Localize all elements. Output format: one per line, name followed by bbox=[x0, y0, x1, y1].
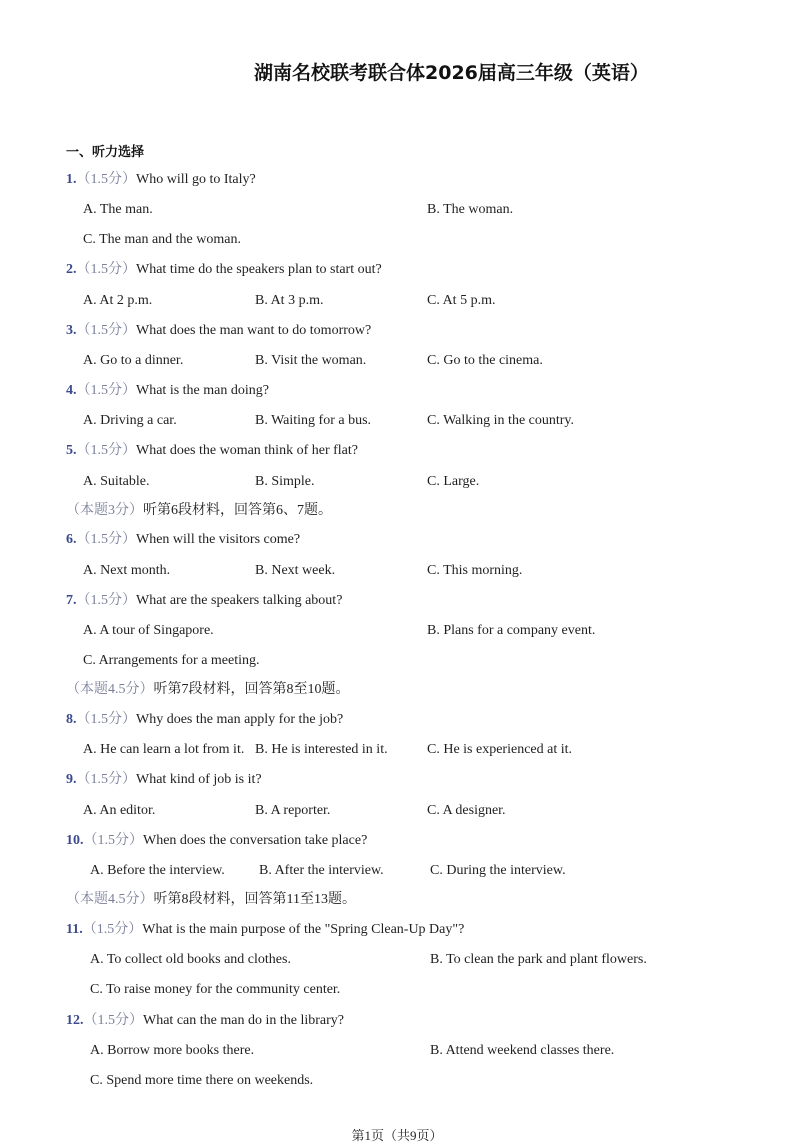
question-score: （1.5分） bbox=[76, 323, 136, 338]
note-score: （本题4.5分） bbox=[66, 682, 154, 697]
option-a[interactable]: A. Go to a dinner. bbox=[83, 353, 184, 368]
option-b[interactable]: B. At 3 p.m. bbox=[255, 293, 324, 308]
question-7 bbox=[66, 592, 342, 610]
question-score: （1.5分） bbox=[83, 833, 143, 848]
question-score: （1.5分） bbox=[76, 772, 136, 787]
section-note bbox=[66, 891, 356, 909]
option-b[interactable]: B. Simple. bbox=[255, 474, 315, 489]
section-note bbox=[66, 502, 332, 520]
question-number: 8. bbox=[66, 712, 77, 727]
option-c[interactable]: C. Large. bbox=[427, 474, 480, 489]
question-score: （1.5分） bbox=[76, 262, 136, 277]
question-6 bbox=[66, 531, 300, 549]
option-c[interactable]: C. He is experienced at it. bbox=[427, 742, 573, 757]
question-text: What can the man do in the library? bbox=[143, 1013, 344, 1028]
question-text: What is the man doing? bbox=[136, 383, 269, 398]
note-text: 听第8段材料，回答第11至13题。 bbox=[153, 892, 356, 907]
option-b[interactable]: B. After the interview. bbox=[259, 863, 384, 878]
question-score: （1.5分） bbox=[76, 383, 136, 398]
question-text: What does the man want to do tomorrow? bbox=[136, 323, 372, 338]
option-c[interactable]: C. During the interview. bbox=[430, 863, 566, 878]
option-a[interactable]: A. Borrow more books there. bbox=[90, 1043, 255, 1058]
note-score: （本题3分） bbox=[66, 503, 143, 518]
option-a[interactable]: A. Before the interview. bbox=[90, 863, 225, 878]
option-b[interactable]: B. To clean the park and plant flowers. bbox=[430, 952, 647, 967]
question-score: （1.5分） bbox=[76, 172, 136, 187]
question-2 bbox=[66, 261, 382, 279]
question-4 bbox=[66, 382, 269, 400]
question-score: （1.5分） bbox=[76, 712, 136, 727]
option-a[interactable]: A. Suitable. bbox=[83, 474, 150, 489]
option-a[interactable]: A. To collect old books and clothes. bbox=[90, 952, 291, 967]
question-number: 3. bbox=[66, 323, 77, 338]
question-score: （1.5分） bbox=[76, 593, 136, 608]
note-text: 听第6段材料，回答第6、7题。 bbox=[143, 503, 332, 518]
option-b[interactable]: B. Plans for a company event. bbox=[427, 623, 596, 638]
option-c[interactable]: C. Walking in the country. bbox=[427, 413, 575, 428]
question-number: 4. bbox=[66, 383, 77, 398]
question-number: 11. bbox=[66, 922, 83, 937]
option-c[interactable]: C. Arrangements for a meeting. bbox=[83, 653, 260, 668]
section-heading: 一、听力选择 bbox=[66, 145, 145, 160]
question-number: 12. bbox=[66, 1013, 84, 1028]
question-text: What is the main purpose of the "Spring Clean-Up Day"? bbox=[142, 922, 465, 937]
question-score: （1.5分） bbox=[83, 1013, 143, 1028]
option-b[interactable]: B. Waiting for a bus. bbox=[255, 413, 372, 428]
question-text: What are the speakers talking about? bbox=[136, 593, 343, 608]
question-text: What kind of job is it? bbox=[136, 772, 262, 787]
option-c[interactable]: C. At 5 p.m. bbox=[427, 293, 496, 308]
question-12 bbox=[66, 1012, 344, 1030]
question-1 bbox=[66, 171, 256, 189]
option-c[interactable]: C. To raise money for the community center. bbox=[90, 982, 341, 997]
option-a[interactable]: A. He can learn a lot from it. bbox=[83, 742, 245, 757]
option-a[interactable]: A. The man. bbox=[83, 202, 153, 217]
question-9 bbox=[66, 771, 262, 789]
question-number: 5. bbox=[66, 443, 77, 458]
question-11 bbox=[66, 921, 464, 939]
option-b[interactable]: B. A reporter. bbox=[255, 803, 331, 818]
option-a[interactable]: A. At 2 p.m. bbox=[83, 293, 153, 308]
question-score: （1.5分） bbox=[76, 443, 136, 458]
question-10 bbox=[66, 832, 367, 850]
question-text: Why does the man apply for the job? bbox=[136, 712, 344, 727]
question-score: （1.5分） bbox=[76, 532, 136, 547]
question-text: Who will go to Italy? bbox=[136, 172, 256, 187]
option-b[interactable]: B. Next week. bbox=[255, 563, 336, 578]
question-number: 6. bbox=[66, 532, 77, 547]
question-text: What does the woman think of her flat? bbox=[136, 443, 358, 458]
question-score: （1.5分） bbox=[82, 922, 143, 937]
option-a[interactable]: A. A tour of Singapore. bbox=[83, 623, 214, 638]
question-number: 10. bbox=[66, 833, 84, 848]
option-b[interactable]: B. He is interested in it. bbox=[255, 742, 388, 757]
question-5 bbox=[66, 442, 358, 460]
question-text: When will the visitors come? bbox=[136, 532, 301, 547]
option-c[interactable]: C. The man and the woman. bbox=[83, 232, 241, 247]
option-b[interactable]: B. The woman. bbox=[427, 202, 514, 217]
option-c[interactable]: C. Spend more time there on weekends. bbox=[90, 1073, 314, 1088]
option-b[interactable]: B. Attend weekend classes there. bbox=[430, 1043, 615, 1058]
question-text: When does the conversation take place? bbox=[143, 833, 368, 848]
note-text: 听第7段材料，回答第8至10题。 bbox=[153, 682, 350, 697]
question-number: 1. bbox=[66, 172, 77, 187]
option-c[interactable]: C. This morning. bbox=[427, 563, 523, 578]
question-8 bbox=[66, 711, 343, 729]
option-b[interactable]: B. Visit the woman. bbox=[255, 353, 367, 368]
option-a[interactable]: A. Driving a car. bbox=[83, 413, 177, 428]
question-3 bbox=[66, 322, 371, 340]
section-note bbox=[66, 681, 350, 699]
question-text: What time do the speakers plan to start out? bbox=[136, 262, 382, 277]
question-number: 2. bbox=[66, 262, 77, 277]
option-c[interactable]: C. Go to the cinema. bbox=[427, 353, 543, 368]
note-score: （本题4.5分） bbox=[66, 892, 154, 907]
page-footer: 第1页（共9页） bbox=[351, 1128, 443, 1143]
question-number: 7. bbox=[66, 593, 77, 608]
option-a[interactable]: A. Next month. bbox=[83, 563, 171, 578]
option-a[interactable]: A. An editor. bbox=[83, 803, 156, 818]
page-title: 湖南名校联考联合体2026届高三年级（英语） bbox=[254, 62, 649, 84]
question-number: 9. bbox=[66, 772, 77, 787]
option-c[interactable]: C. A designer. bbox=[427, 803, 506, 818]
